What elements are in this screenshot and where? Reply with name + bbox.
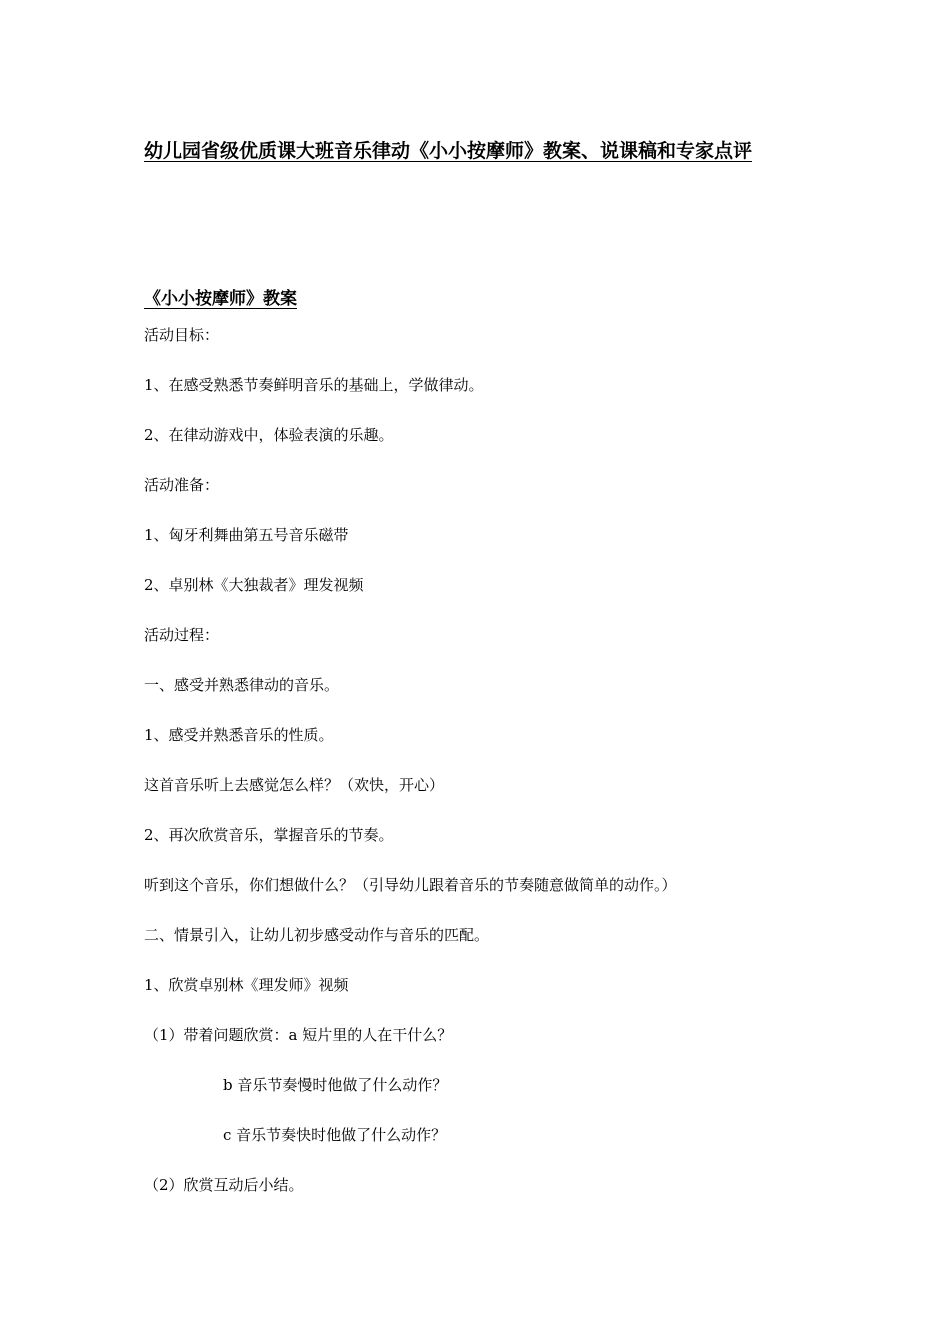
goal-item-1: 1、在感受熟悉节奏鲜明音乐的基础上，学做律动。 bbox=[144, 376, 484, 394]
process-substep-1-1: 1、感受并熟悉音乐的性质。 bbox=[144, 726, 334, 744]
heading-goals: 活动目标： bbox=[144, 326, 220, 344]
process-step-1: 一、感受并熟悉律动的音乐。 bbox=[144, 676, 340, 694]
process-substep-1-2: 2、再次欣赏音乐，掌握音乐的节奏。 bbox=[144, 826, 394, 844]
heading-process: 活动过程： bbox=[144, 626, 220, 644]
preparation-item-2: 2、卓别林《大独裁者》理发视频 bbox=[144, 576, 364, 594]
summary-item: （2）欣赏互动后小结。 bbox=[144, 1176, 304, 1194]
question-c: c 音乐节奏快时他做了什么动作？ bbox=[223, 1126, 447, 1144]
lesson-plan-body bbox=[144, 324, 844, 1224]
question-b: b 音乐节奏慢时他做了什么动作？ bbox=[223, 1076, 448, 1094]
document-title: 幼儿园省级优质课大班音乐律动《小小按摩师》教案、说课稿和专家点评 bbox=[144, 140, 753, 162]
process-substep-2-1: 1、欣赏卓别林《理发师》视频 bbox=[144, 976, 349, 994]
section-title: 《小小按摩师》教案 bbox=[144, 289, 297, 309]
process-step-2: 二、情景引入，让幼儿初步感受动作与音乐的匹配。 bbox=[144, 926, 490, 944]
goal-item-2: 2、在律动游戏中，体验表演的乐趣。 bbox=[144, 426, 394, 444]
preparation-item-1: 1、匈牙利舞曲第五号音乐磁带 bbox=[144, 526, 349, 544]
heading-preparation: 活动准备： bbox=[144, 476, 220, 494]
process-text: 这首音乐听上去感觉怎么样？（欢快，开心） bbox=[144, 776, 445, 794]
question-a: （1）带着问题欣赏：a 短片里的人在干什么？ bbox=[144, 1026, 453, 1044]
process-text: 听到这个音乐，你们想做什么？（引导幼儿跟着音乐的节奏随意做简单的动作。） bbox=[144, 876, 677, 894]
